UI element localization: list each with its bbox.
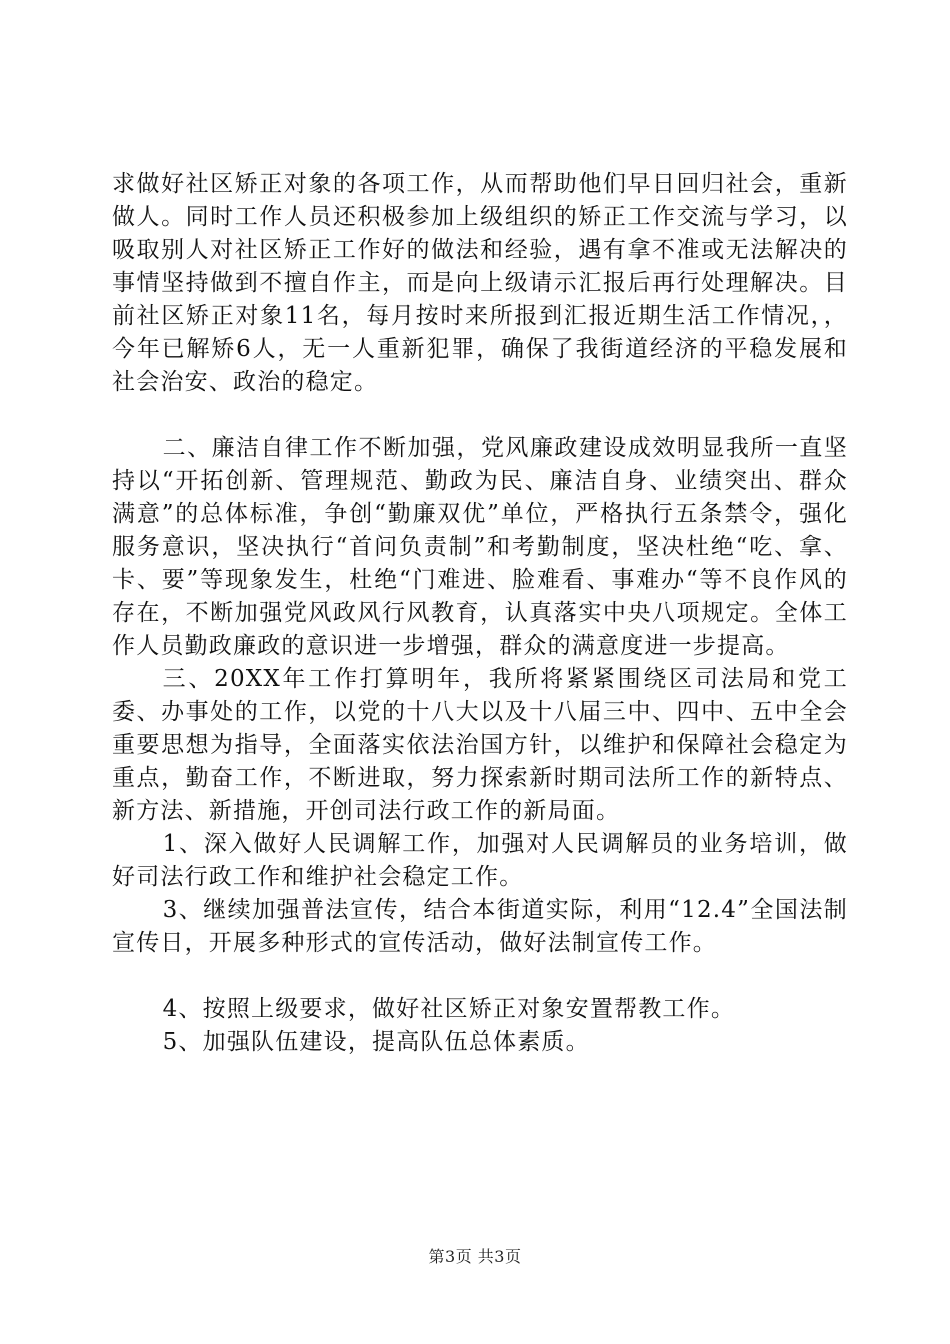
paragraph-continuation: 求做好社区矫正对象的各项工作，从而帮助他们早日回归社会，重新做人。同时工作人员还积极参加上级组织的矫正工作交流与学习，以吸取别人对社区矫正工作好的做法和经验，遇有拿不准或无法解决的事情坚持做到不擅自作主，而是向上级请示汇报后再行处理解决。目前社区矫正对象11名，每月按时来所报到汇报近期生活工作情况，，今年已解矫6人，无一人重新犯罪，确保了我街道经济的平稳发展和社会治安、政治的稳定。 (112, 171, 848, 395)
paragraph-item-1: 1、深入做好人民调解工作，加强对人民调解员的业务培训，做好司法行政工作和维护社会稳定工作。 (112, 831, 848, 890)
document-body (112, 168, 848, 1059)
paragraph-section-2: 二、廉洁自律工作不断加强，党风廉政建设成效明显我所一直坚持以“开拓创新、管理规范、勤政为民、廉洁自身、业绩突出、群众满意”的总体标准，争创“勤廉双优”单位，严格执行五条禁令，强化服务意识，坚决执行“首问负责制”和考勤制度，坚决杜绝“吃、拿、卡、要”等现象发生，杜绝“门难进、脸难看、事难办“等不良作风的存在，不断加强党风政风行风教育，认真落实中央八项规定。全体工作人员勤政廉政的意识进一步增强，群众的满意度进一步提高。 (112, 435, 848, 659)
paragraph-item-3: 3、继续加强普法宣传，结合本街道实际，利用“12.4”全国法制宣传日，开展多种形式的宣传活动，做好法制宣传工作。 (112, 897, 848, 956)
paragraph-section-3: 三、20XX年工作打算明年，我所将紧紧围绕区司法局和党工委、办事处的工作，以党的十八大以及十八届三中、四中、五中全会重要思想为指导，全面落实依法治国方针，以维护和保障社会稳定为重点，勤奋工作，不断进取，努力探索新时期司法所工作的新特点、新方法、新措施，开创司法行政工作的新局面。 (112, 666, 848, 824)
paragraph-item-5: 5、加强队伍建设，提高队伍总体素质。 (162, 1029, 590, 1055)
page-number-footer: 第3页 共3页 (428, 1247, 522, 1266)
paragraph-item-4: 4、按照上级要求，做好社区矫正对象安置帮教工作。 (162, 996, 736, 1022)
